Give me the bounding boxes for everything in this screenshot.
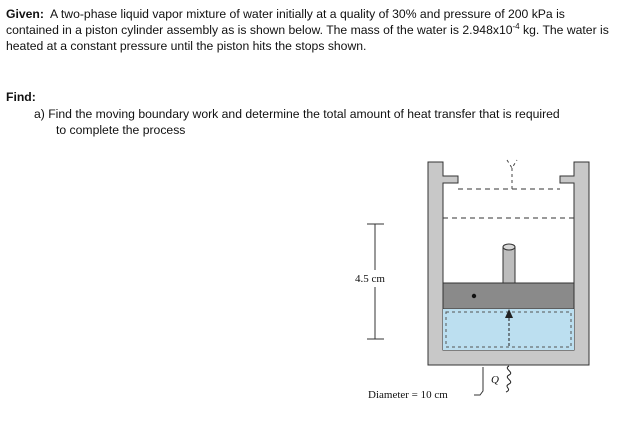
piston <box>443 283 574 309</box>
given-label: Given: <box>6 7 44 21</box>
height-label: 4.5 cm <box>355 273 385 285</box>
top-arrow-mark <box>507 160 517 189</box>
given-text: A two-phase liquid vapor mixture of water initially at a quality of 30% and pressure of 200 kPa is contained in a piston cylinder assembly as is shown below. The mass of the water is 2.948x10 <box>6 7 565 37</box>
diameter-label: Diameter = 10 cm <box>368 389 448 401</box>
piston-point <box>472 294 476 298</box>
find-item-a-line1: a) Find the moving boundary work and determine the total amount of heat transfer that is required <box>34 107 560 121</box>
diameter-leader <box>474 367 483 395</box>
heat-squiggle <box>506 366 511 392</box>
mass-exponent: -4 <box>512 22 520 31</box>
find-heading: Find: <box>6 90 36 104</box>
piston-rod-top <box>503 244 515 250</box>
find-item-a-line2: to complete the process <box>56 123 186 137</box>
piston-rod <box>503 247 515 283</box>
given-text-end: kg. The water is heated at a constant pressure until the piston hits the stops shown. <box>6 23 609 53</box>
heat-symbol: Q <box>491 374 499 386</box>
